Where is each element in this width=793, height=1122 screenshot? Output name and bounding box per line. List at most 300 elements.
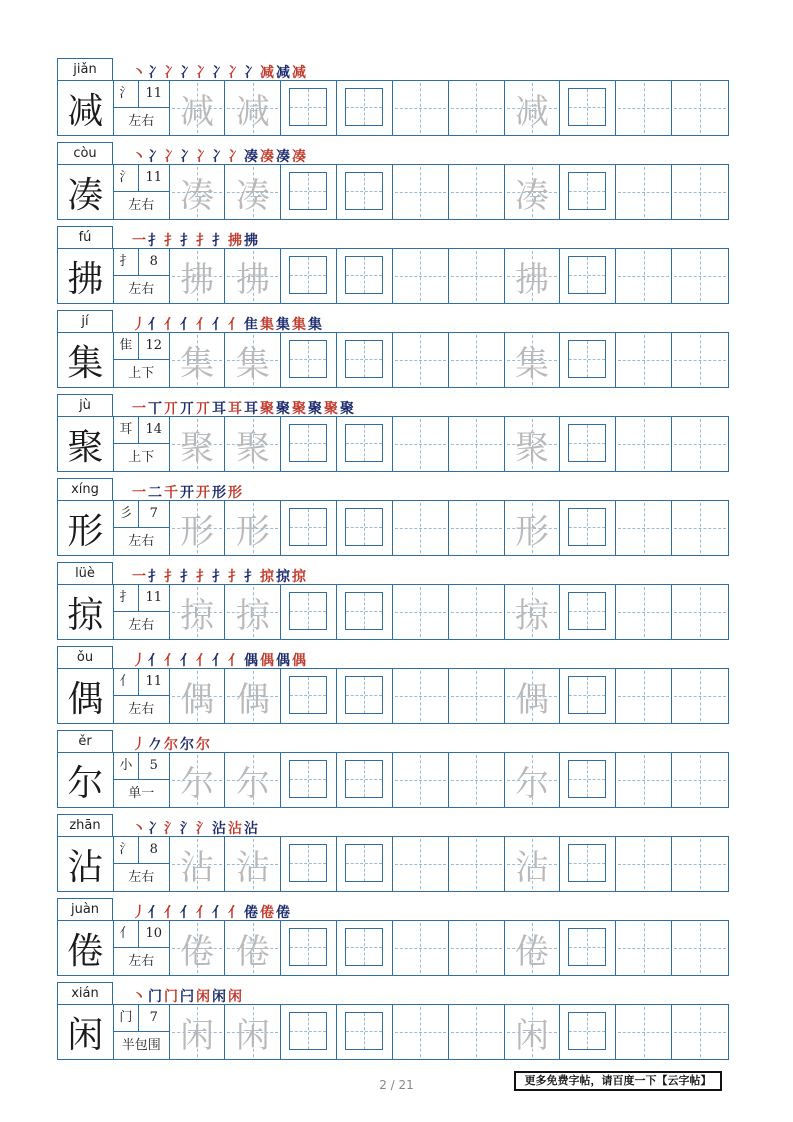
writing-cell[interactable] [281, 669, 337, 723]
stroke-step: 扌 [212, 569, 225, 585]
stroke-step: 聚 [324, 401, 337, 417]
inner-box [568, 760, 606, 798]
inner-box [345, 1012, 383, 1050]
stroke-step: 冫 [180, 149, 193, 165]
writing-cell[interactable] [505, 585, 561, 639]
pinyin-label: lüè [57, 562, 113, 584]
stroke-step: 尔 [196, 737, 209, 753]
inner-box [289, 592, 327, 630]
writing-cell[interactable] [281, 1005, 337, 1059]
trace-character: 偶 [180, 679, 215, 720]
stroke-step: 丿 [132, 317, 145, 333]
writing-cell[interactable] [672, 249, 728, 303]
writing-cell[interactable] [616, 333, 672, 387]
stroke-order [132, 816, 260, 838]
writing-cell[interactable] [449, 1005, 505, 1059]
writing-cell[interactable] [170, 669, 226, 723]
writing-cell[interactable] [560, 165, 616, 219]
stroke-step: 掠 [292, 569, 305, 585]
writing-cell[interactable] [505, 837, 561, 891]
char-info [114, 1005, 170, 1059]
writing-cell[interactable] [672, 837, 728, 891]
practice-sheet [57, 58, 729, 1066]
writing-cell[interactable] [672, 669, 728, 723]
stroke-step: 氵 [196, 821, 209, 837]
stroke-step: 一 [132, 485, 145, 501]
trace-character: 形 [515, 511, 550, 552]
writing-cell[interactable] [281, 333, 337, 387]
writing-cell[interactable] [560, 81, 616, 135]
writing-cell[interactable] [560, 333, 616, 387]
inner-box [568, 676, 606, 714]
radical: 扌 [114, 585, 139, 611]
writing-cell[interactable] [505, 333, 561, 387]
stroke-step: 聚 [276, 401, 289, 417]
writing-cell[interactable] [281, 837, 337, 891]
trace-character: 集 [515, 343, 550, 384]
radical: 氵 [114, 837, 139, 863]
stroke-step: 丶 [132, 989, 145, 1005]
stroke-count: 14 [145, 422, 163, 437]
char-info [114, 753, 170, 807]
char-block [57, 58, 729, 142]
pinyin-label: jù [57, 394, 113, 416]
writing-cell[interactable] [560, 417, 616, 471]
stroke-step: 拂 [228, 233, 241, 249]
stroke-step: 隹 [244, 317, 257, 333]
writing-cell[interactable] [505, 81, 561, 135]
writing-cell[interactable] [449, 837, 505, 891]
practice-row [57, 668, 729, 724]
writing-cell[interactable] [560, 501, 616, 555]
stroke-step: 凑 [276, 149, 289, 165]
trace-character: 减 [180, 91, 215, 132]
inner-box [289, 928, 327, 966]
pinyin-label: ěr [57, 730, 113, 752]
stroke-step: 冫 [148, 149, 161, 165]
stroke-step: 开 [196, 485, 209, 501]
writing-cell[interactable] [281, 417, 337, 471]
stroke-step: 冫 [180, 65, 193, 81]
inner-box [289, 340, 327, 378]
inner-box [289, 256, 327, 294]
inner-box [345, 844, 383, 882]
writing-cell[interactable] [449, 921, 505, 975]
writing-cell[interactable] [337, 81, 393, 135]
writing-cell[interactable] [281, 81, 337, 135]
stroke-step: 丌 [196, 401, 209, 417]
writing-cell[interactable] [170, 1005, 226, 1059]
char-info [114, 837, 170, 891]
stroke-step: 扌 [212, 233, 225, 249]
stroke-step: 冫 [196, 65, 209, 81]
stroke-step: 掠 [276, 569, 289, 585]
writing-cell[interactable] [281, 165, 337, 219]
stroke-count: 7 [149, 506, 158, 521]
writing-cell[interactable] [616, 921, 672, 975]
writing-cell[interactable] [281, 921, 337, 975]
trace-character: 倦 [235, 931, 270, 972]
writing-cell[interactable] [393, 81, 449, 135]
structure: 左右 [128, 282, 155, 297]
inner-box [568, 508, 606, 546]
trace-character: 尔 [235, 763, 270, 804]
main-character: 闲 [58, 1005, 114, 1059]
writing-cell[interactable] [560, 585, 616, 639]
stroke-step: 闲 [212, 989, 225, 1005]
inner-box [568, 256, 606, 294]
writing-cell[interactable] [225, 837, 281, 891]
stroke-count: 7 [149, 1010, 158, 1025]
writing-cell[interactable] [560, 1005, 616, 1059]
writing-cell[interactable] [560, 921, 616, 975]
stroke-step: 扌 [180, 569, 193, 585]
char-info [114, 333, 170, 387]
main-character: 形 [58, 501, 114, 555]
writing-cell[interactable] [337, 501, 393, 555]
stroke-count: 11 [145, 590, 163, 605]
char-info [114, 585, 170, 639]
stroke-step: 扌 [228, 569, 241, 585]
stroke-step: 倦 [244, 905, 257, 921]
stroke-step: 氵 [180, 821, 193, 837]
writing-cell[interactable] [225, 417, 281, 471]
stroke-step: 沾 [244, 821, 257, 837]
trace-character: 沾 [235, 847, 270, 888]
writing-cell[interactable] [616, 585, 672, 639]
writing-cell[interactable] [672, 753, 728, 807]
stroke-step: 二 [148, 485, 161, 501]
writing-cell[interactable] [393, 417, 449, 471]
stroke-step: 亻 [228, 653, 241, 669]
char-block [57, 394, 729, 478]
writing-cell[interactable] [225, 753, 281, 807]
trace-character: 形 [180, 511, 215, 552]
char-block [57, 226, 729, 310]
stroke-count: 11 [145, 170, 163, 185]
inner-box [289, 1012, 327, 1050]
writing-cell[interactable] [672, 81, 728, 135]
inner-box [289, 760, 327, 798]
inner-box [568, 844, 606, 882]
writing-cell[interactable] [393, 501, 449, 555]
writing-cell[interactable] [505, 921, 561, 975]
main-character: 拂 [58, 249, 114, 303]
writing-cell[interactable] [337, 417, 393, 471]
inner-box [289, 508, 327, 546]
writing-cell[interactable] [672, 165, 728, 219]
stroke-step: 𠂊 [148, 737, 161, 753]
stroke-step: 扌 [164, 233, 177, 249]
writing-cell[interactable] [393, 837, 449, 891]
stroke-order [132, 564, 308, 586]
stroke-step: 集 [276, 317, 289, 333]
structure: 左右 [128, 618, 155, 633]
practice-row [57, 752, 729, 808]
writing-cell[interactable] [337, 585, 393, 639]
writing-cell[interactable] [337, 333, 393, 387]
stroke-step: 丅 [148, 401, 161, 417]
writing-cell[interactable] [672, 585, 728, 639]
stroke-step: 扌 [148, 233, 161, 249]
writing-cell[interactable] [170, 165, 226, 219]
pinyin-label: jiǎn [57, 58, 113, 80]
writing-cell[interactable] [616, 249, 672, 303]
writing-cell[interactable] [560, 669, 616, 723]
writing-cell[interactable] [170, 249, 226, 303]
inner-box [289, 676, 327, 714]
writing-cell[interactable] [505, 417, 561, 471]
writing-cell[interactable] [337, 753, 393, 807]
stroke-order [132, 984, 244, 1006]
inner-box [345, 508, 383, 546]
stroke-step: 闩 [180, 989, 193, 1005]
trace-character: 尔 [180, 763, 215, 804]
writing-cell[interactable] [225, 501, 281, 555]
trace-character: 减 [235, 91, 270, 132]
writing-cell[interactable] [393, 249, 449, 303]
stroke-step: 丶 [132, 65, 145, 81]
inner-box [568, 1012, 606, 1050]
writing-cell[interactable] [170, 585, 226, 639]
char-info [114, 249, 170, 303]
writing-cell[interactable] [560, 753, 616, 807]
writing-cell[interactable] [337, 921, 393, 975]
stroke-step: 亻 [196, 653, 209, 669]
structure: 左右 [128, 198, 155, 213]
writing-cell[interactable] [393, 333, 449, 387]
writing-cell[interactable] [393, 669, 449, 723]
writing-cell[interactable] [505, 501, 561, 555]
radical: 氵 [114, 165, 139, 191]
stroke-step: 耳 [212, 401, 225, 417]
trace-character: 凑 [235, 175, 270, 216]
inner-box [568, 172, 606, 210]
inner-box [568, 928, 606, 966]
stroke-step: 亻 [164, 653, 177, 669]
inner-box [345, 592, 383, 630]
writing-cell[interactable] [170, 417, 226, 471]
stroke-step: 冫 [164, 149, 177, 165]
writing-cell[interactable] [449, 669, 505, 723]
writing-cell[interactable] [170, 837, 226, 891]
radical: 门 [114, 1005, 139, 1031]
stroke-step: 门 [164, 989, 177, 1005]
writing-cell[interactable] [672, 417, 728, 471]
stroke-step: 冫 [148, 65, 161, 81]
writing-cell[interactable] [337, 249, 393, 303]
writing-cell[interactable] [170, 753, 226, 807]
writing-cell[interactable] [337, 669, 393, 723]
stroke-step: 凑 [292, 149, 305, 165]
radical: 彡 [114, 501, 139, 527]
stroke-order [132, 396, 356, 418]
writing-cell[interactable] [393, 585, 449, 639]
inner-box [345, 676, 383, 714]
writing-cell[interactable] [449, 333, 505, 387]
main-character: 偶 [58, 669, 114, 723]
inner-box [345, 172, 383, 210]
stroke-step: 冫 [212, 149, 225, 165]
stroke-step: 偶 [292, 653, 305, 669]
inner-box [345, 424, 383, 462]
writing-cell[interactable] [281, 249, 337, 303]
stroke-step: 冫 [164, 65, 177, 81]
stroke-step: 丶 [132, 821, 145, 837]
stroke-step: 减 [292, 65, 305, 81]
stroke-step: 一 [132, 401, 145, 417]
stroke-step: 亻 [196, 317, 209, 333]
writing-cell[interactable] [616, 837, 672, 891]
writing-cell[interactable] [672, 501, 728, 555]
stroke-order [132, 900, 292, 922]
stroke-step: 冫 [148, 821, 161, 837]
inner-box [289, 172, 327, 210]
trace-character: 聚 [235, 427, 270, 468]
writing-cell[interactable] [505, 753, 561, 807]
stroke-step: 凑 [244, 149, 257, 165]
writing-cell[interactable] [672, 1005, 728, 1059]
writing-cell[interactable] [449, 81, 505, 135]
writing-cell[interactable] [225, 921, 281, 975]
inner-box [568, 340, 606, 378]
writing-cell[interactable] [393, 921, 449, 975]
writing-cell[interactable] [449, 753, 505, 807]
writing-cell[interactable] [281, 753, 337, 807]
stroke-step: 扌 [180, 233, 193, 249]
writing-cell[interactable] [225, 81, 281, 135]
stroke-step: 千 [164, 485, 177, 501]
stroke-step: 减 [276, 65, 289, 81]
writing-cell[interactable] [281, 501, 337, 555]
writing-cell[interactable] [672, 921, 728, 975]
writing-cell[interactable] [616, 81, 672, 135]
writing-cell[interactable] [449, 585, 505, 639]
stroke-step: 亻 [212, 317, 225, 333]
stroke-step: 冫 [228, 149, 241, 165]
writing-cell[interactable] [449, 417, 505, 471]
writing-cell[interactable] [170, 81, 226, 135]
main-character: 集 [58, 333, 114, 387]
radical: 隹 [114, 333, 139, 359]
main-character: 聚 [58, 417, 114, 471]
writing-cell[interactable] [505, 669, 561, 723]
char-block [57, 814, 729, 898]
stroke-step: 冫 [212, 65, 225, 81]
stroke-step: 倦 [260, 905, 273, 921]
writing-cell[interactable] [225, 1005, 281, 1059]
trace-character: 拂 [515, 259, 550, 300]
writing-cell[interactable] [560, 249, 616, 303]
practice-row [57, 80, 729, 136]
writing-cell[interactable] [616, 501, 672, 555]
main-character: 减 [58, 81, 114, 135]
stroke-step: 闲 [228, 989, 241, 1005]
writing-cell[interactable] [616, 165, 672, 219]
writing-cell[interactable] [337, 165, 393, 219]
stroke-step: 开 [180, 485, 193, 501]
stroke-step: 亻 [212, 905, 225, 921]
writing-cell[interactable] [393, 1005, 449, 1059]
trace-character: 减 [515, 91, 550, 132]
writing-cell[interactable] [393, 165, 449, 219]
writing-cell[interactable] [225, 669, 281, 723]
writing-cell[interactable] [170, 921, 226, 975]
stroke-step: 亻 [180, 317, 193, 333]
stroke-step: 亻 [212, 653, 225, 669]
writing-cell[interactable] [616, 417, 672, 471]
trace-character: 沾 [515, 847, 550, 888]
inner-box [568, 88, 606, 126]
practice-row [57, 248, 729, 304]
writing-cell[interactable] [449, 501, 505, 555]
main-character: 凑 [58, 165, 114, 219]
inner-box [289, 424, 327, 462]
stroke-count: 10 [145, 926, 163, 941]
writing-cell[interactable] [672, 333, 728, 387]
writing-cell[interactable] [616, 1005, 672, 1059]
stroke-step: 沾 [212, 821, 225, 837]
trace-character: 凑 [515, 175, 550, 216]
writing-cell[interactable] [225, 165, 281, 219]
writing-cell[interactable] [449, 249, 505, 303]
stroke-step: 亻 [164, 905, 177, 921]
stroke-step: 门 [148, 989, 161, 1005]
stroke-step: 形 [212, 485, 225, 501]
stroke-step: 亻 [164, 317, 177, 333]
practice-row [57, 920, 729, 976]
stroke-step: 亻 [148, 653, 161, 669]
writing-cell[interactable] [225, 249, 281, 303]
structure: 左右 [128, 534, 155, 549]
stroke-step: 亻 [180, 653, 193, 669]
practice-row [57, 416, 729, 472]
inner-box [345, 928, 383, 966]
trace-character: 倦 [515, 931, 550, 972]
char-block [57, 142, 729, 226]
writing-cell[interactable] [337, 1005, 393, 1059]
stroke-step: 扌 [148, 569, 161, 585]
writing-cell[interactable] [560, 837, 616, 891]
writing-cell[interactable] [616, 669, 672, 723]
writing-cell[interactable] [393, 753, 449, 807]
writing-cell[interactable] [225, 585, 281, 639]
writing-cell[interactable] [505, 165, 561, 219]
writing-cell[interactable] [225, 333, 281, 387]
pinyin-label: fú [57, 226, 113, 248]
writing-cell[interactable] [449, 165, 505, 219]
stroke-step: 冫 [196, 149, 209, 165]
stroke-count: 11 [145, 674, 163, 689]
writing-cell[interactable] [337, 837, 393, 891]
stroke-step: 尔 [180, 737, 193, 753]
pinyin-label: jí [57, 310, 113, 332]
trace-character: 闲 [515, 1015, 550, 1056]
writing-cell[interactable] [616, 753, 672, 807]
writing-cell[interactable] [170, 501, 226, 555]
char-info [114, 669, 170, 723]
pinyin-label: xíng [57, 478, 113, 500]
stroke-order [132, 60, 308, 82]
stroke-step: 扌 [164, 569, 177, 585]
writing-cell[interactable] [170, 333, 226, 387]
stroke-step: 丿 [132, 737, 145, 753]
writing-cell[interactable] [505, 249, 561, 303]
trace-character: 形 [235, 511, 270, 552]
writing-cell[interactable] [281, 585, 337, 639]
stroke-step: 亻 [180, 905, 193, 921]
writing-cell[interactable] [505, 1005, 561, 1059]
